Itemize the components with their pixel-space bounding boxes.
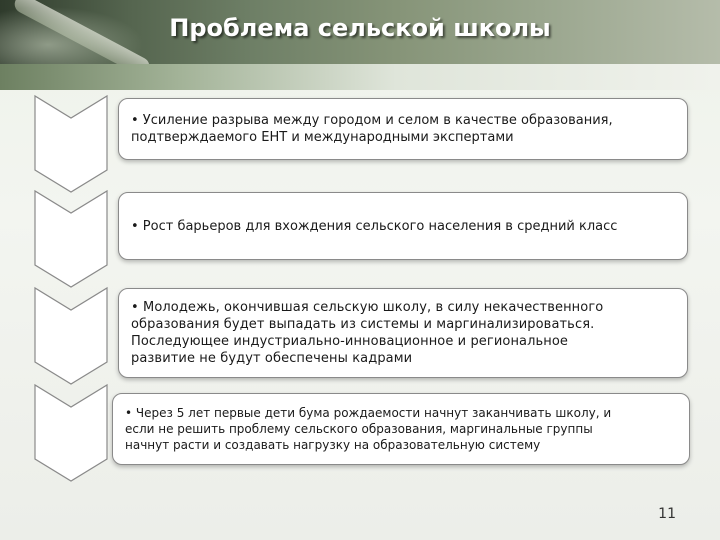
chevron-3 bbox=[34, 287, 108, 397]
item-box-1 bbox=[118, 98, 688, 160]
item-box-2 bbox=[118, 192, 688, 260]
item-box-3 bbox=[118, 288, 688, 378]
item-text-3: • Молодежь, окончившая сельскую школу, в силу некачественного образования будет выпадать из системы и маргинализироваться. Последующее индустриально-инновационное и региональное развитие не будут обеспечены кадрами bbox=[131, 300, 604, 366]
chevron-1 bbox=[34, 95, 108, 205]
page-number: 11 bbox=[658, 506, 676, 522]
header-subband bbox=[0, 64, 720, 90]
slide-title: Проблема сельской школы bbox=[169, 14, 551, 42]
chevron-4 bbox=[34, 384, 108, 494]
item-text-4: • Через 5 лет первые дети бума рождаемости начнут заканчивать школу, и если не решить проблему сельского образования, маргинальные группы начнут расти и создавать нагрузку на образовательную систему bbox=[125, 406, 612, 452]
item-text-1: • Усиление разрыва между городом и селом в качестве образования, подтверждаемого ЕНТ и международными экспертами bbox=[131, 113, 613, 145]
chevron-2 bbox=[34, 190, 108, 300]
item-text-2: • Рост барьеров для вхождения сельского населения в средний класс bbox=[131, 218, 618, 234]
item-box-4 bbox=[112, 393, 690, 465]
